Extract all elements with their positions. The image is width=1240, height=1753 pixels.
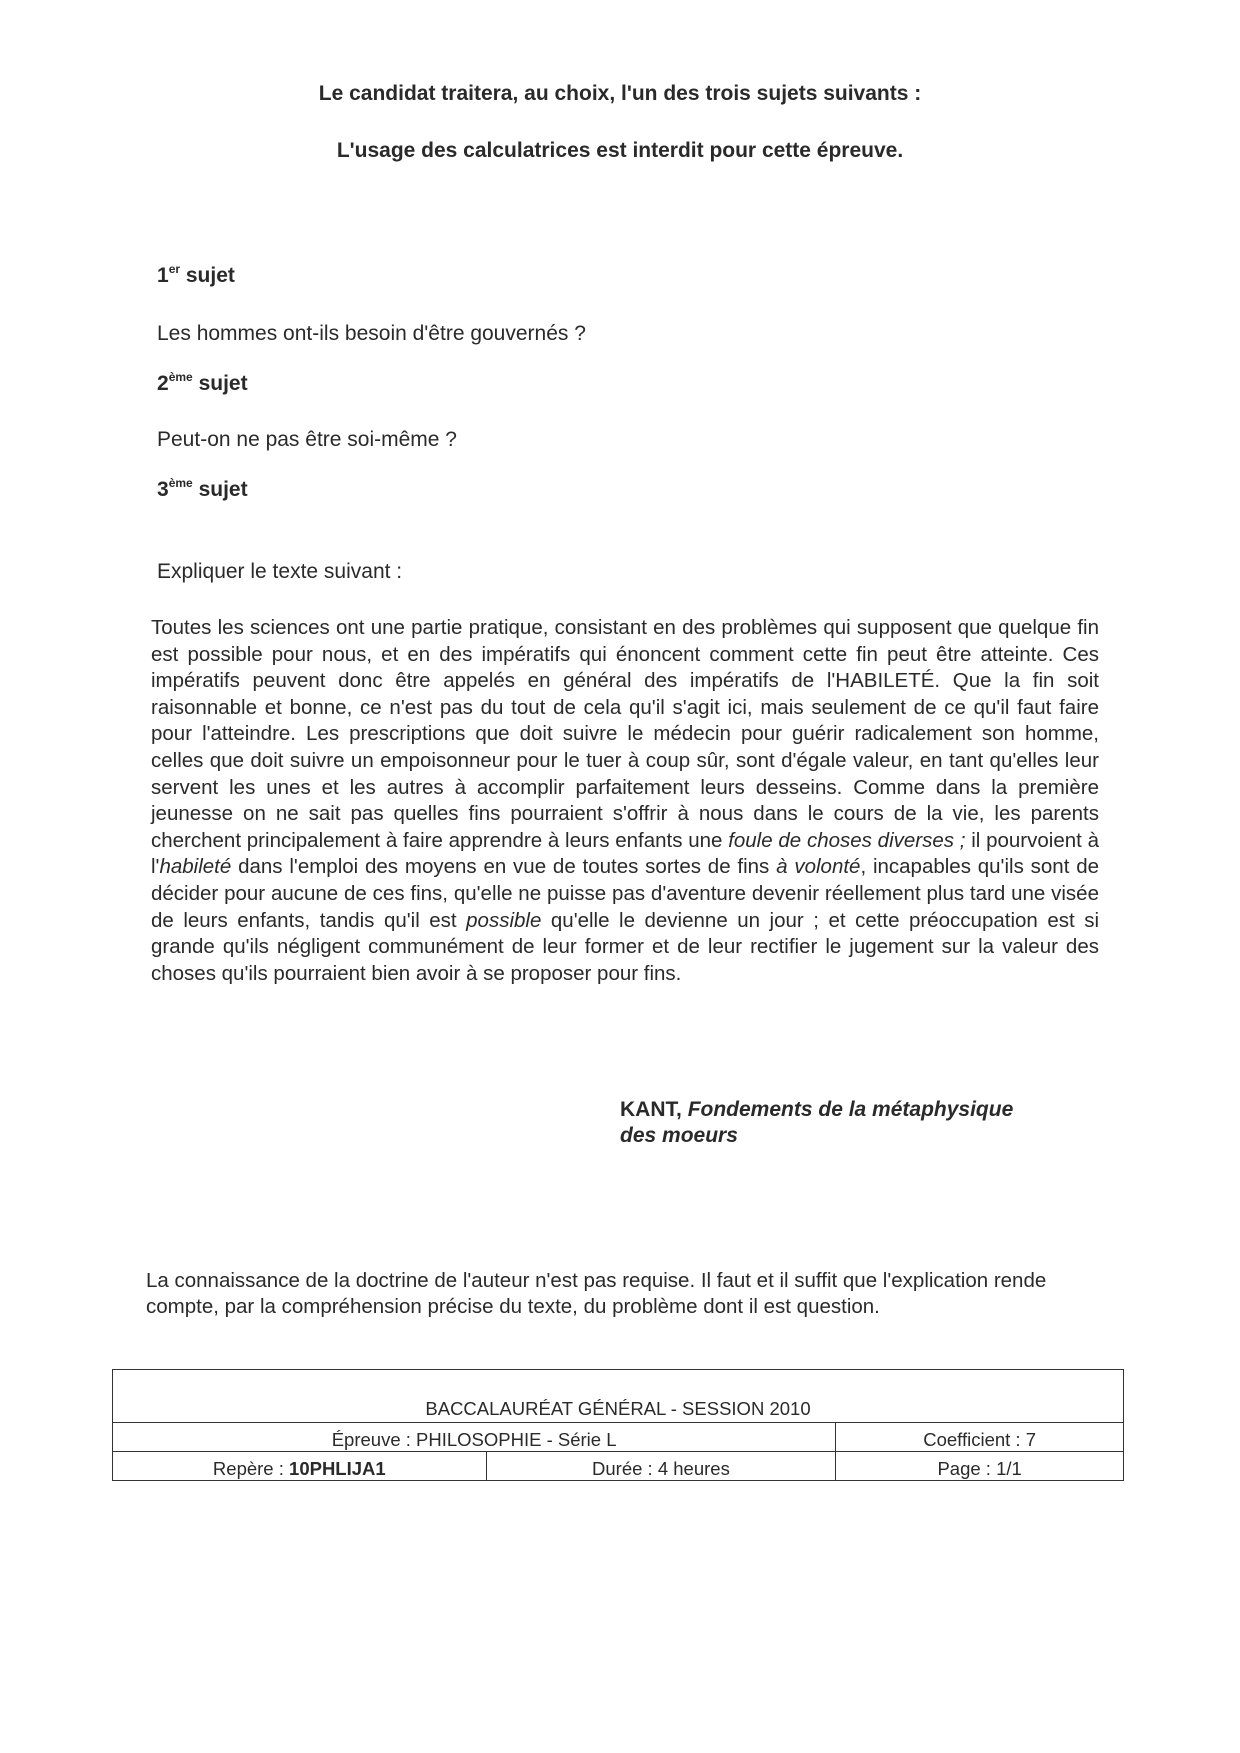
subject-1-suffix: er bbox=[168, 262, 181, 276]
citation-work-title-cont: des moeurs bbox=[620, 1124, 738, 1147]
citation-author: KANT, bbox=[620, 1098, 682, 1121]
exam-info-table bbox=[112, 1369, 1124, 1481]
subject-3-suffix: ème bbox=[168, 476, 193, 490]
subject-3-text: Expliquer le texte suivant : bbox=[157, 560, 403, 583]
page-number-cell: Page : 1/1 bbox=[836, 1452, 1124, 1481]
subject-3-heading bbox=[157, 476, 248, 502]
kant-passage bbox=[151, 615, 1099, 987]
subject-3-label: sujet bbox=[198, 478, 248, 501]
passage-part: Toutes les sciences ont une partie pratique, consistant en des problèmes qui supposent que quelque fin est possible pour nous, et en des impératifs qui énoncent comment cette fin peut être atteinte. Ces impératifs peuvent donc être appelés en général des impératifs de l'HABILETÉ. Que la fin soit raisonnable et bonne, ce n'est pas du tout de cela qu'il s'agit ici, mais seulement de ce qu'il faut faire pour l'atteindre. Les prescriptions que doit suivre le médecin pour guérir radicalement son homme, celles que doit suivre un empoisonneur pour le tuer à coup sûr, sont d'égale valeur, en tant qu'elles leur servent les unes et les autres à accomplir parfaitement leurs desseins. Comme dans la première jeunesse on ne sait pas quelles fins pourraient s'offrir à nous dans le cours de la vie, les parents cherchent principalement à faire apprendre à leurs enfants une bbox=[151, 616, 1099, 852]
coefficient-cell: Coefficient : 7 bbox=[836, 1423, 1124, 1452]
passage-part: dans l'emploi des moyens en vue de toutes sortes de fins bbox=[231, 855, 777, 879]
subject-3-number: 3 bbox=[157, 478, 169, 501]
passage-part: qu'elle le devienne un jour ; et cette préoccupation est si grande qu'ils négligent communément de leur former et de leur rectifier le jugement sur la valeur des choses qu'ils pourraient bien avoir à se proposer pour fins. bbox=[151, 908, 1099, 985]
passage-emphasis: à volonté bbox=[776, 855, 861, 879]
subject-1-text: Les hommes ont-ils besoin d'être gouvernés ? bbox=[157, 322, 586, 345]
subject-1-label: sujet bbox=[185, 264, 235, 287]
passage-emphasis: habileté bbox=[159, 855, 232, 879]
subject-1-number: 1 bbox=[157, 264, 169, 287]
exam-note: La connaissance de la doctrine de l'auteur n'est pas requise. Il faut et il suffit que l'explication rende compte, par la compréhension précise du texte, du problème dont il est question. bbox=[146, 1269, 1047, 1318]
passage-part: il pourvoient à l' bbox=[151, 828, 1099, 879]
instruction-calculators: L'usage des calculatrices est interdit pour cette épreuve. bbox=[336, 139, 904, 162]
passage-emphasis: foule de choses diverses ; bbox=[728, 828, 966, 852]
repere-code: 10PHLIJA1 bbox=[289, 1458, 386, 1479]
subject-2-heading bbox=[157, 370, 248, 396]
duration-cell: Durée : 4 heures bbox=[486, 1452, 836, 1481]
subject-1-heading bbox=[157, 262, 235, 288]
passage-emphasis: possible bbox=[466, 908, 542, 932]
repere-cell bbox=[113, 1452, 487, 1481]
subject-2-suffix: ème bbox=[168, 370, 193, 384]
citation bbox=[620, 1097, 1100, 1149]
passage-part: , incapables qu'ils sont de décider pour aucune de ces fins, qu'elle ne puisse pas d'aventure devenir réellement plus tard une visée de leurs enfants, tandis qu'il est bbox=[151, 855, 1099, 932]
exam-session-title: BACCALAURÉAT GÉNÉRAL - SESSION 2010 bbox=[113, 1370, 1124, 1423]
subject-2-text: Peut-on ne pas être soi-même ? bbox=[157, 428, 457, 451]
repere-label: Repère : bbox=[212, 1458, 290, 1479]
subject-2-label: sujet bbox=[198, 372, 248, 395]
instruction-choice: Le candidat traitera, au choix, l'un des trois sujets suivants : bbox=[318, 82, 922, 105]
exam-subject-cell: Épreuve : PHILOSOPHIE - Série L bbox=[113, 1423, 836, 1452]
citation-work-title: Fondements de la métaphysique bbox=[687, 1098, 1014, 1121]
subject-2-number: 2 bbox=[157, 372, 169, 395]
